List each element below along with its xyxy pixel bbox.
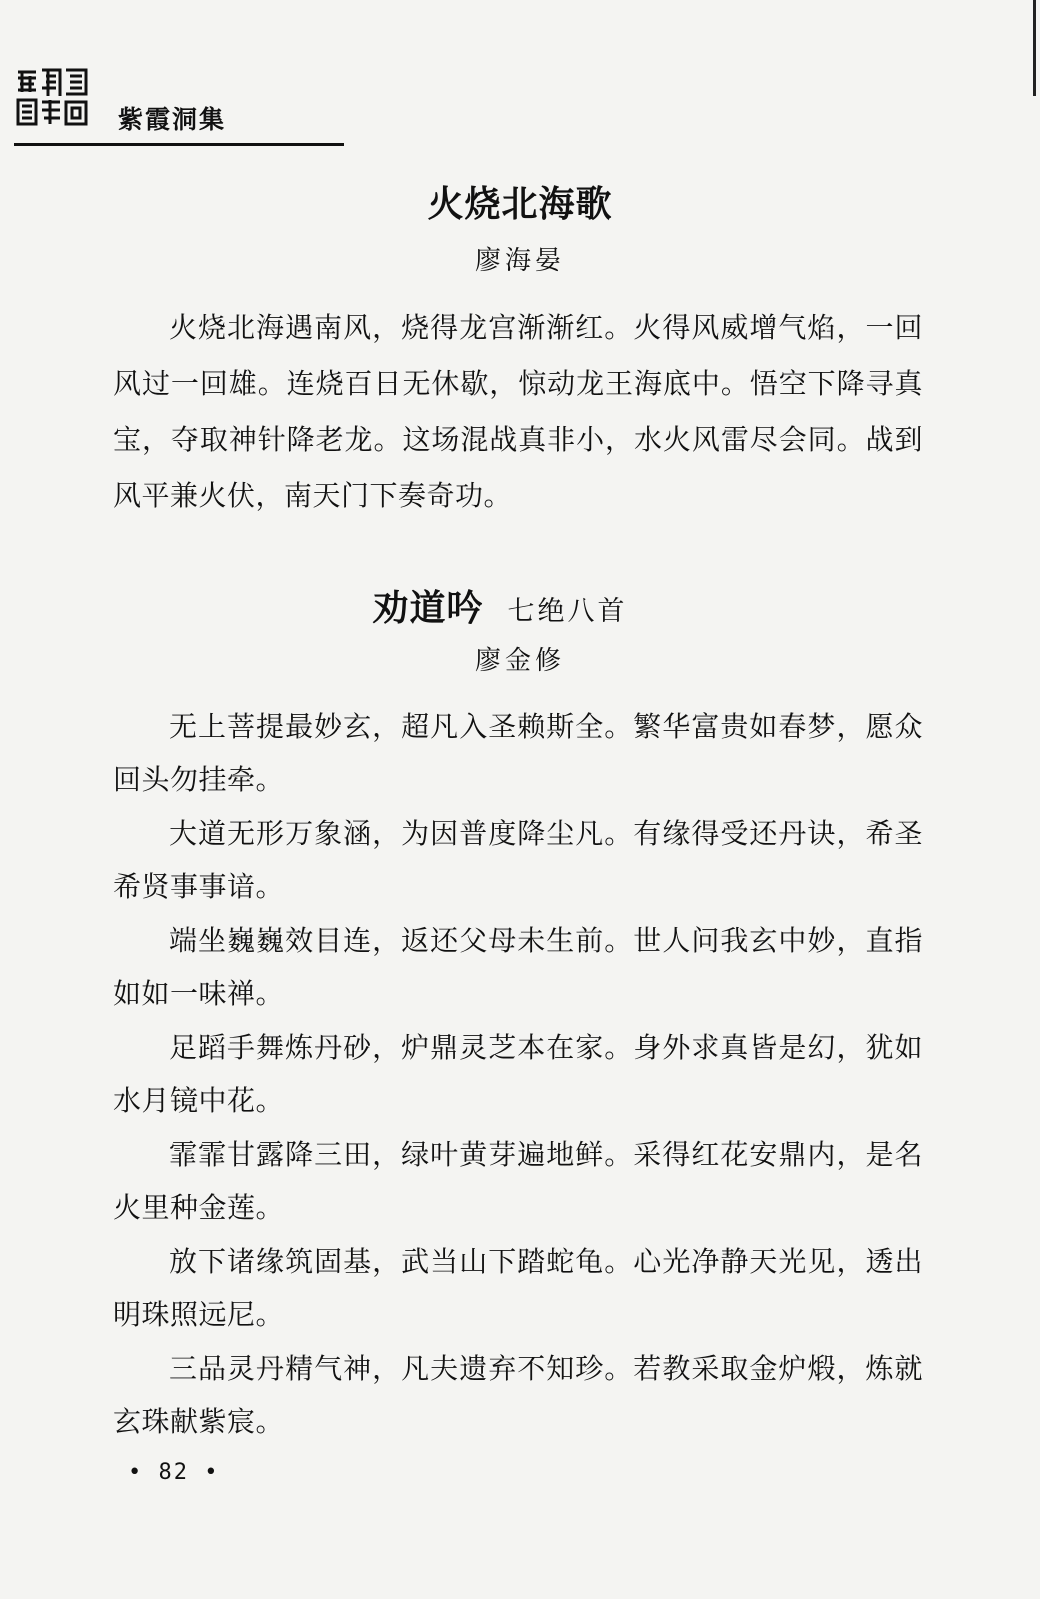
header-rule: [14, 143, 344, 146]
page-edge-line: [1033, 0, 1036, 96]
seal-logo-icon: [14, 66, 90, 128]
page-number: • 82 •: [128, 1460, 220, 1485]
quatrain-list: [113, 700, 923, 1449]
running-title: 紫霞洞集: [118, 105, 227, 134]
poem-heading: [0, 580, 1040, 631]
poem-author: 廖金修: [474, 646, 565, 676]
quatrain: 大道无形万象涵，为因普度降尘凡。有缘得受还丹诀，希圣希贤事事谙。: [113, 817, 923, 903]
quatrain: 三品灵丹精气神，凡夫遗弃不知珍。若教采取金炉煅，炼就玄珠献紫宸。: [113, 1352, 923, 1438]
poem-text: 火烧北海遇南风，烧得龙宫渐渐红。火得风威增气焰，一回风过一回雄。连烧百日无休歇，惊动龙王海底中。悟空下降寻真宝，夺取神针降老龙。这场混战真非小，水火风雷尽会同。战到风平兼火伏，南天门下奏奇功。: [113, 311, 923, 512]
quatrain: 放下诸缘筑固基，武当山下踏蛇龟。心光净静天光见，透出明珠照远尼。: [113, 1245, 923, 1331]
poem-subtitle: 七绝八首: [507, 596, 628, 627]
quatrain: 端坐巍巍效目连，返还父母未生前。世人问我玄中妙，直指如如一味禅。: [113, 924, 923, 1010]
poem-title: 火烧北海歌: [427, 184, 613, 225]
quatrain: 无上菩提最妙玄，超凡入圣赖斯全。繁华富贵如春梦，愿众回头勿挂牵。: [113, 710, 923, 796]
quatrain: 霏霏甘露降三田，绿叶黄芽遍地鲜。采得红花安鼎内，是名火里种金莲。: [113, 1138, 923, 1224]
quatrain: 足蹈手舞炼丹砂，炉鼎灵芝本在家。身外求真皆是幻，犹如水月镜中花。: [113, 1031, 923, 1117]
poem-author: 廖海晏: [474, 246, 565, 276]
poem-title: 劝道吟: [372, 588, 484, 629]
poem-body: [113, 300, 923, 524]
